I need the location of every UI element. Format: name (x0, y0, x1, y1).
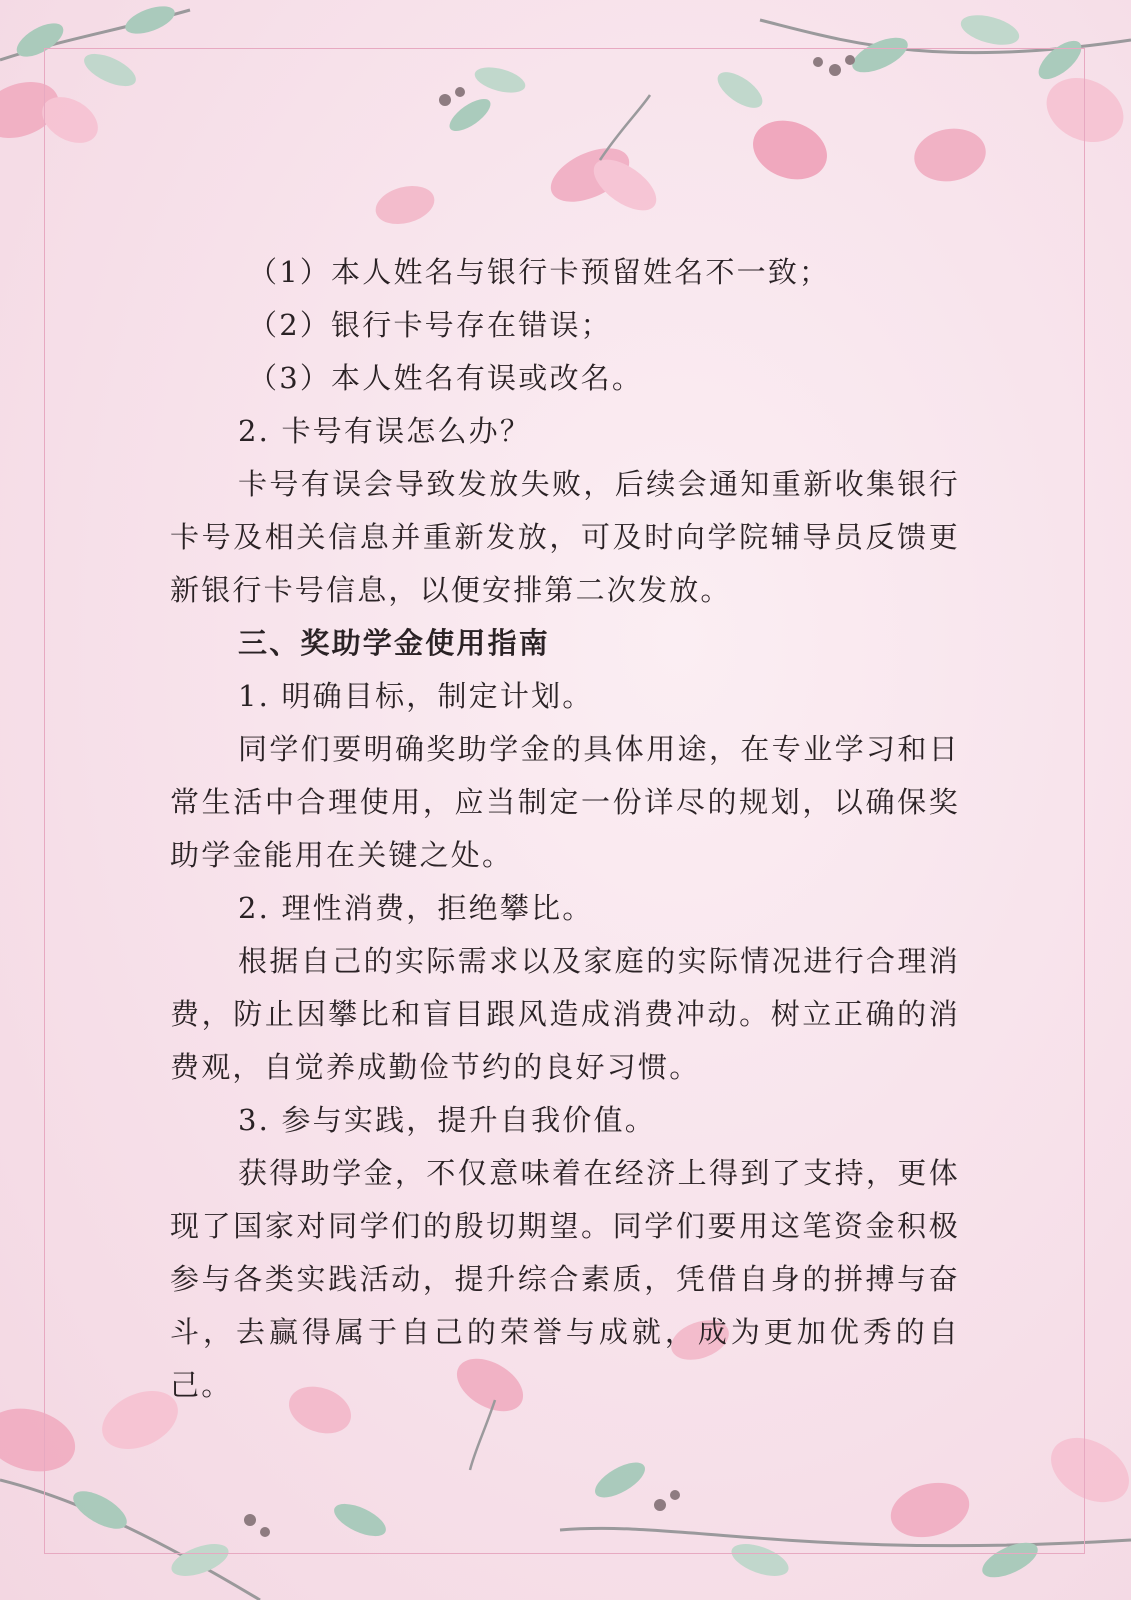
tip-body: 同学们要明确奖助学金的具体用途，在专业学习和日常生活中合理使用，应当制定一份详尽的规划，以确保奖助学金能用在关键之处。 (170, 732, 960, 872)
tip-body: 根据自己的实际需求以及家庭的实际情况进行合理消费，防止因攀比和盲目跟风造成消费冲动。树立正确的消费观，自觉养成勤俭节约的良好习惯。 (170, 944, 960, 1084)
tip-body: 获得助学金，不仅意味着在经济上得到了支持，更体现了国家对同学们的殷切期望。同学们要用这笔资金积极参与各类实践活动，提升综合素质，凭借自身的拼搏与奋斗，去赢得属于自己的荣誉与成就，成为更加优秀的自己。 (170, 1156, 960, 1402)
tip-title: 1. 明确目标，制定计划。 (238, 679, 594, 713)
tip-title: 2. 理性消费，拒绝攀比。 (238, 891, 594, 925)
list-item: （2）银行卡号存在错误； (248, 308, 612, 342)
leaf-icon (122, 1, 178, 39)
tip-title: 3. 参与实践，提升自我价值。 (238, 1103, 656, 1137)
document-body (170, 246, 960, 1412)
section-heading: 三、奖助学金使用指南 (238, 626, 551, 660)
question-title: 2. 卡号有误怎么办？ (238, 414, 532, 448)
question-answer: 卡号有误会导致发放失败，后续会通知重新收集银行卡号及相关信息并重新发放，可及时向学院辅导员反馈更新银行卡号信息，以便安排第二次发放。 (170, 467, 960, 607)
leaf-icon (958, 10, 1023, 51)
list-item: （3）本人姓名有误或改名。 (248, 361, 644, 395)
list-item: （1）本人姓名与银行卡预留姓名不一致； (248, 255, 831, 289)
